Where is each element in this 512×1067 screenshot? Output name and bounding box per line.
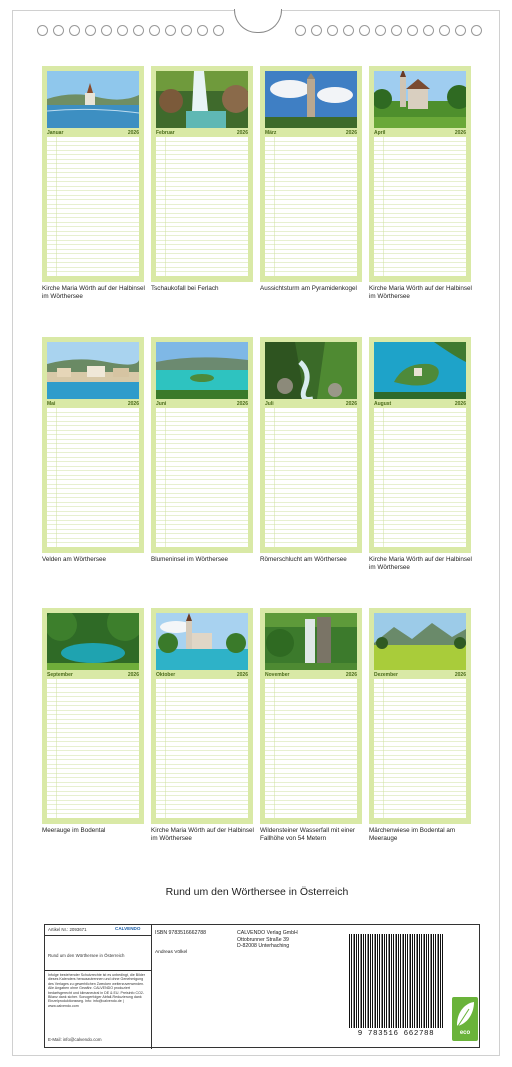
month-header bbox=[374, 400, 466, 408]
month-card-mai bbox=[42, 337, 144, 553]
binding-hole bbox=[311, 25, 322, 36]
month-photo bbox=[47, 342, 139, 399]
month-card-august bbox=[369, 337, 471, 553]
product-info-box bbox=[44, 924, 480, 1048]
day-grid bbox=[374, 408, 466, 547]
eco-label: eco bbox=[459, 1030, 471, 1036]
month-year: 2026 bbox=[345, 130, 357, 136]
publisher-city: D-82008 Unterhaching bbox=[237, 943, 290, 949]
divider bbox=[151, 925, 152, 1049]
month-year: 2026 bbox=[454, 672, 466, 678]
email-text: E-Mail: info@calvendo.com bbox=[48, 1037, 102, 1042]
day-grid bbox=[265, 408, 357, 547]
month-year: 2026 bbox=[236, 130, 248, 136]
publisher-street: Ottobrunner Straße 39 bbox=[237, 936, 289, 943]
month-year: 2026 bbox=[127, 401, 139, 407]
binding-hole bbox=[407, 25, 418, 36]
day-grid bbox=[156, 679, 248, 818]
divider bbox=[45, 970, 151, 971]
barcode bbox=[345, 930, 447, 1040]
binding-hole bbox=[471, 25, 482, 36]
brand-logo: CALVENDO bbox=[115, 926, 141, 931]
binding-hole bbox=[343, 25, 354, 36]
month-card-oktober bbox=[151, 608, 253, 824]
eco-badge bbox=[452, 997, 478, 1041]
barcode-number: 9 783516 662788 bbox=[357, 1030, 435, 1038]
binding-hole bbox=[53, 25, 64, 36]
product-title: Rund um den Wörthersee in Österreich bbox=[48, 953, 125, 958]
month-header bbox=[47, 400, 139, 408]
month-year: 2026 bbox=[345, 401, 357, 407]
month-header bbox=[265, 129, 357, 137]
month-name: August bbox=[374, 401, 392, 407]
month-header bbox=[47, 129, 139, 137]
month-caption: Märchenwiese im Bodental am Meerauge bbox=[369, 827, 456, 842]
month-card-juli bbox=[260, 337, 362, 553]
month-name: November bbox=[265, 672, 290, 678]
month-name: Februar bbox=[156, 130, 175, 136]
month-photo bbox=[156, 71, 248, 128]
month-photo bbox=[265, 342, 357, 399]
month-year: 2026 bbox=[127, 130, 139, 136]
month-photo bbox=[265, 613, 357, 670]
month-name: Januar bbox=[47, 130, 64, 136]
month-header bbox=[265, 671, 357, 679]
calendar-sheet bbox=[12, 10, 500, 1056]
day-grid bbox=[374, 679, 466, 818]
month-card-november bbox=[260, 608, 362, 824]
month-year: 2026 bbox=[236, 672, 248, 678]
binding-hole bbox=[213, 25, 224, 36]
binding-hole bbox=[101, 25, 112, 36]
day-grid bbox=[47, 408, 139, 547]
binding-hole bbox=[149, 25, 160, 36]
month-caption: Kirche Maria Wörth auf der Halbinsel im Wörthersee bbox=[369, 556, 472, 571]
month-photo bbox=[47, 71, 139, 128]
month-caption: Tschaukofall bei Ferlach bbox=[151, 285, 219, 292]
month-name: April bbox=[374, 130, 386, 136]
month-photo bbox=[156, 613, 248, 670]
month-card-dezember bbox=[369, 608, 471, 824]
month-year: 2026 bbox=[345, 672, 357, 678]
month-name: Juni bbox=[156, 401, 167, 407]
binding-hole bbox=[181, 25, 192, 36]
month-name: Dezember bbox=[374, 672, 398, 678]
binding-hole bbox=[327, 25, 338, 36]
binding-hole bbox=[117, 25, 128, 36]
month-caption: Kirche Maria Wörth auf der Halbinsel im Wörthersee bbox=[369, 285, 472, 300]
day-grid bbox=[47, 137, 139, 276]
month-header bbox=[156, 400, 248, 408]
month-year: 2026 bbox=[127, 672, 139, 678]
month-card-april bbox=[369, 66, 471, 282]
day-grid bbox=[156, 408, 248, 547]
divider bbox=[45, 935, 151, 936]
month-card-september bbox=[42, 608, 144, 824]
month-name: Juli bbox=[265, 401, 274, 407]
day-grid bbox=[156, 137, 248, 276]
month-card-juni bbox=[151, 337, 253, 553]
binding-hole bbox=[439, 25, 450, 36]
month-caption: Kirche Maria Wörth auf der Halbinsel im Wörthersee bbox=[151, 827, 254, 842]
month-card-januar bbox=[42, 66, 144, 282]
day-grid bbox=[265, 679, 357, 818]
month-caption: Römerschlucht am Wörthersee bbox=[260, 556, 347, 563]
month-header bbox=[156, 671, 248, 679]
binding-hole bbox=[37, 25, 48, 36]
month-photo bbox=[156, 342, 248, 399]
month-header bbox=[265, 400, 357, 408]
month-photo bbox=[374, 71, 466, 128]
day-grid bbox=[265, 137, 357, 276]
month-caption: Wildensteiner Wasserfall mit einer Fallhöhe von 54 Metern bbox=[260, 827, 355, 842]
binding-hole bbox=[359, 25, 370, 36]
article-number: Artikel Nr.: 2093671 bbox=[48, 927, 87, 932]
binding-hole bbox=[69, 25, 80, 36]
barcode-bars bbox=[349, 934, 443, 1028]
month-header bbox=[374, 671, 466, 679]
month-photo bbox=[47, 613, 139, 670]
day-grid bbox=[374, 137, 466, 276]
binding-hole bbox=[375, 25, 386, 36]
month-photo bbox=[374, 342, 466, 399]
month-year: 2026 bbox=[454, 130, 466, 136]
legal-text: Infolge bestehender Schutzrechte ist es unbedingt, die Bilder dieses Kalenders herauszutrennen und ohne Genehmigung des Verlages zu gewerblichen Zwecken weiterzuverwenden. Alle Angaben ohne Gewähr. CALVENDO produziert bedarfsgerecht und klimaneutral in DE & EU. Preisinfo CO2-Bilanz dank sicher. Sonogerfolger Abfall-Reduzierung dank Einzelproduktionsweg. Info: info@calvendo.de | www.calvendo.com bbox=[48, 973, 145, 1008]
month-year: 2026 bbox=[454, 401, 466, 407]
binding-hole bbox=[391, 25, 402, 36]
month-caption: Kirche Maria Wörth auf der Halbinsel im Wörthersee bbox=[42, 285, 145, 300]
month-header bbox=[47, 671, 139, 679]
binding-hole bbox=[165, 25, 176, 36]
month-card-februar bbox=[151, 66, 253, 282]
month-year: 2026 bbox=[236, 401, 248, 407]
binding-holes bbox=[13, 25, 501, 39]
month-name: Oktober bbox=[156, 672, 176, 678]
month-caption: Aussichtsturm am Pyramidenkogel bbox=[260, 285, 357, 292]
month-caption: Blumeninsel im Wörthersee bbox=[151, 556, 228, 563]
binding-hole bbox=[85, 25, 96, 36]
binding-hole bbox=[197, 25, 208, 36]
day-grid bbox=[47, 679, 139, 818]
isbn: ISBN 9783516662788 bbox=[155, 930, 207, 936]
month-header bbox=[156, 129, 248, 137]
binding-hole bbox=[295, 25, 306, 36]
author: Andreas Völkel bbox=[155, 950, 188, 955]
month-caption: Velden am Wörthersee bbox=[42, 556, 107, 563]
binding-hole bbox=[455, 25, 466, 36]
month-name: März bbox=[265, 130, 277, 136]
month-header bbox=[374, 129, 466, 137]
month-photo bbox=[265, 71, 357, 128]
publisher-name: CALVENDO Verlag GmbH bbox=[237, 930, 298, 936]
month-caption: Meerauge im Bodental bbox=[42, 827, 106, 834]
month-card-märz bbox=[260, 66, 362, 282]
month-name: September bbox=[47, 672, 73, 678]
binding-hole bbox=[423, 25, 434, 36]
month-photo bbox=[374, 613, 466, 670]
month-name: Mai bbox=[47, 401, 56, 407]
binding-hole bbox=[133, 25, 144, 36]
calendar-title: Rund um den Wörthersee in Österreich bbox=[165, 886, 349, 898]
